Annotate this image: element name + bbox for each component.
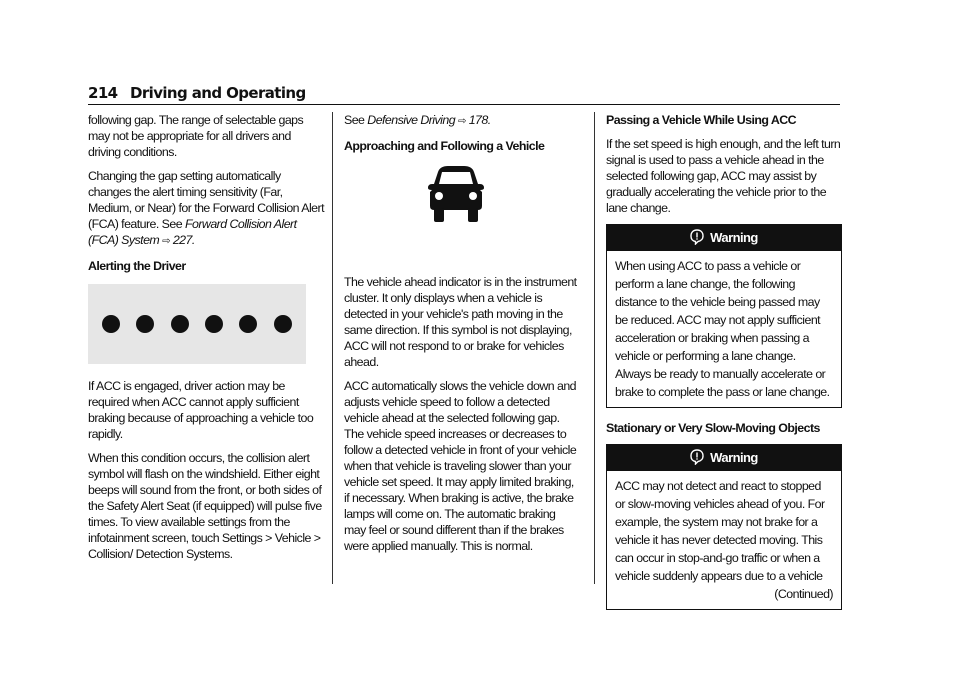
warning-header	[607, 225, 841, 251]
column-left	[88, 112, 324, 570]
page-number: 214	[88, 84, 118, 102]
warning-text: ACC may not detect and react to stopped or slow-moving vehicles ahead of you. For example, the system may not brake for a vehicle it has never detected moving. This can occur in stop-and-go traffic or when a vehicle suddenly appears due to a vehicle (Continued)	[615, 479, 833, 601]
section-heading: Passing a Vehicle While Using ACC	[606, 113, 797, 127]
collision-alert-lights-image	[88, 284, 306, 364]
alert-light-icon	[102, 315, 120, 333]
alert-light-icon	[274, 315, 292, 333]
page-reference[interactable]: 227.	[172, 233, 195, 247]
paragraph: See Defensive Driving ⇨ 178.	[344, 113, 491, 127]
warning-icon	[690, 449, 704, 465]
paragraph: If ACC is engaged, driver action may be required when ACC cannot apply sufficient braking because of approaching a vehicle too rapidly.	[88, 379, 314, 441]
warning-title: Warning	[710, 230, 758, 245]
page-arrow-icon: ⇨	[162, 236, 170, 247]
page-arrow-icon: ⇨	[457, 116, 466, 127]
paragraph: Changing the gap setting automatically changes the alert timing sensitivity (Far, Medium, or Near) for the Forward Collision Alert (FCA) feature. See Forward Collision Alert (FCA) System ⇨ 227.	[88, 169, 324, 247]
alert-light-icon	[136, 315, 154, 333]
warning-box	[606, 224, 842, 408]
column-divider	[332, 112, 333, 584]
column-middle	[344, 112, 580, 562]
section-title: Driving and Operating	[130, 84, 306, 102]
cross-reference-link[interactable]: Defensive Driving	[367, 113, 456, 127]
cross-reference-link[interactable]: Forward Collision Alert (FCA) System	[88, 217, 297, 247]
page-header	[88, 82, 840, 105]
paragraph: If the set speed is high enough, and the left turn signal is used to pass a vehicle ahead in the selected following gap, ACC may assist by gradually accelerating the vehicle prior to the lane change.	[606, 137, 841, 215]
warning-box	[606, 444, 842, 610]
paragraph: When this condition occurs, the collision alert symbol will flash on the windshield. Either eight beeps will sound from the front, or both sides of the Safety Alert Seat (if equipped) will pulse five times. To view available settings from the infotainment screen, touch Settings > Vehicle > Collision/ Detection Systems.	[88, 451, 322, 561]
alert-light-icon	[171, 315, 189, 333]
warning-header	[607, 445, 841, 471]
continued-label: (Continued)	[774, 587, 833, 601]
warning-title: Warning	[710, 450, 758, 465]
paragraph: following gap. The range of selectable gaps may not be appropriate for all drivers and driving conditions.	[88, 113, 304, 159]
paragraph: ACC automatically slows the vehicle down and adjusts vehicle speed to follow a detected vehicle ahead at the selected following gap. The vehicle speed increases or decreases to follow a detected vehicle in front of your vehicle when that vehicle is traveling slower than your vehicle set speed. It may apply limited braking, if necessary. When braking is active, the brake lamps will come on. The automatic braking may feel or sound different than if the brakes were applied manually. This is normal.	[344, 379, 577, 553]
section-heading: Stationary or Very Slow-Moving Objects	[606, 421, 820, 435]
page-reference[interactable]: 178.	[468, 113, 491, 127]
column-divider	[594, 112, 595, 584]
warning-icon	[690, 229, 704, 245]
paragraph: The vehicle ahead indicator is in the instrument cluster. It only displays when a vehicle is detected in your vehicle's path moving in the same direction. If this symbol is not displaying, ACC will not respond to or brake for vehicles ahead.	[344, 275, 577, 369]
vehicle-ahead-icon	[426, 162, 580, 258]
warning-text: When using ACC to pass a vehicle or perform a lane change, the following distance to the vehicle being passed may be reduced. ACC may not apply sufficient acceleration or braking when passing a vehicle or performing a lane change. Always be ready to manually accelerate or brake to complete the pass or lane change.	[615, 259, 830, 399]
alert-light-icon	[205, 315, 223, 333]
section-heading: Alerting the Driver	[88, 259, 186, 273]
column-right	[606, 112, 842, 622]
alert-light-icon	[239, 315, 257, 333]
section-heading: Approaching and Following a Vehicle	[344, 139, 545, 153]
